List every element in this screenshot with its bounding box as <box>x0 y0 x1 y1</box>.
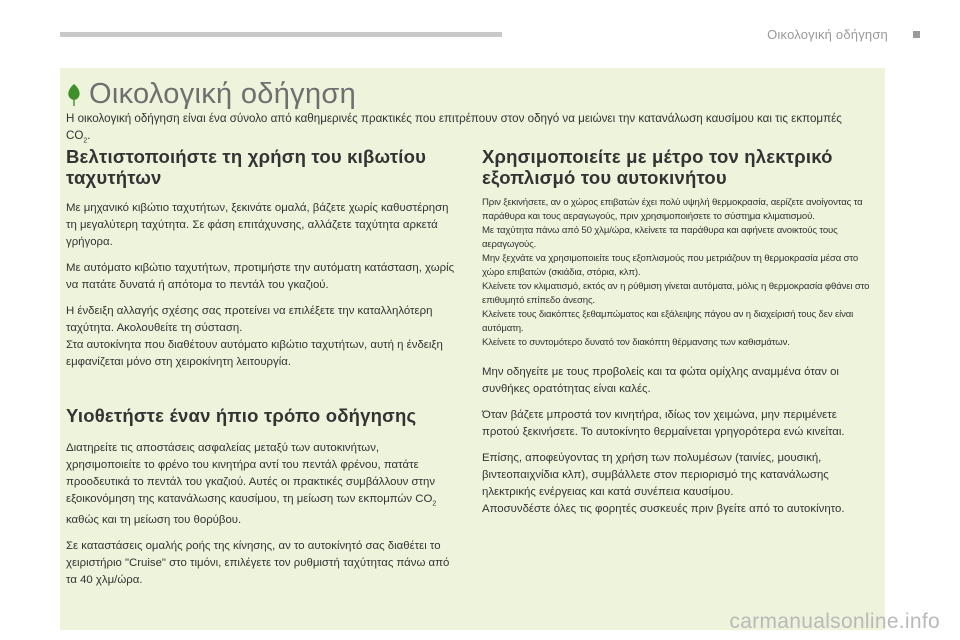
electrical-tip: Κλείνετε το συντομότερο δυνατό τον διακόπτη θέρμανσης των καθισμάτων. <box>482 337 790 348</box>
disconnect-devices-paragraph: Αποσυνδέστε όλες τις φορητές συσκευές πριν βγείτε από το αυτοκίνητο. <box>482 503 845 515</box>
top-rule <box>60 32 502 37</box>
electrical-tip: Κλείνετε τους διακόπτες ξεθαμπώματος και εξάλειψης πάγου αν η διαχείρισή τους δεν είναι αυτόματη. <box>482 309 854 334</box>
engine-start-paragraph: Όταν βάζετε μπροστά τον κινητήρα, ιδίως τον χειμώνα, μην περιμένετε προτού ξεκινήσετε. Το αυτοκίνητο θερμαίνεται γρηγορότερα ενώ κινείται. <box>482 409 845 438</box>
electrical-tip: Πριν ξεκινήσετε, αν ο χώρος επιβατών έχει πολύ υψηλή θερμοκρασία, αερίζετε ανοίγοντας τα παράθυρα και τους αεραγωγούς, πριν χρησιμοποιήσετε το σύστημα κλιματισμού. <box>482 197 863 222</box>
electrical-tip: Μην ξεχνάτε να χρησιμοποιείτε τους εξοπλισμούς που μετριάζουν τη θερμοκρασία μέσα στο χώρο επιβατών (σκιάδια, στόρια, κλπ). <box>482 253 859 278</box>
gearbox-paragraph-1: Με μηχανικό κιβώτιο ταχυτήτων, ξεκινάτε ομαλά, βάζετε χωρίς καθυστέρηση τη μεγαλύτερη ταχύτητα. Σε φάση επιτάχυνσης, αλλάζετε ταχύτητα αρκετά γρήγορα. <box>66 202 449 248</box>
running-header: Οικολογική οδήγηση <box>767 27 888 42</box>
page-title: Οικολογική οδήγηση <box>89 78 356 110</box>
left-column <box>66 146 456 589</box>
intro-paragraph: Η οικολογική οδήγηση είναι ένα σύνολο από καθημερινές πρακτικές που επιτρέπουν στον οδηγό να μειώνει την κατανάλωση καυσίμου και τις εκπομπές $CO_2$. <box>66 112 842 145</box>
electrical-tip: Με ταχύτητα πάνω από 50 χλμ/ώρα, κλείνετε τα παράθυρα και αφήνετε ανοικτούς τους αεραγωγούς. <box>482 225 838 250</box>
gentle-driving-paragraph-1: Διατηρείτε τις αποστάσεις ασφαλείας μεταξύ των αυτοκινήτων, χρησιμοποιείτε το φρένο του κινητήρα αντί του πεντάλ φρένου, πατάτε προοδευτικά το πεντάλ του γκαζιού. Αυτές οι πρακτικές συμβάλλουν στην εξοικονόμηση της κατανάλωσης καυσίμου, τη μείωση των εκπομπών $CO_2$ καθώς και τη μείωση του θορύβου. <box>66 442 437 527</box>
leaf-icon <box>66 83 82 107</box>
gearbox-paragraph-3: Η ένδειξη αλλαγής σχέσης σας προτείνει να επιλέξετε την καταλληλότερη ταχύτητα. Ακολουθείτε τη σύσταση. <box>66 305 433 334</box>
electrical-tip: Κλείνετε τον κλιματισμό, εκτός αν η ρύθμιση γίνεται αυτόματα, μόλις η θερμοκρασία φθάνει στο επιθυμητό επίπεδο άνεσης. <box>482 281 870 306</box>
multimedia-paragraph: Επίσης, αποφεύγοντας τη χρήση των πολυμέσων (ταινίες, μουσική, βιντεοπαιχνίδια κλπ), συμβάλλετε στον περιορισμό της κατανάλωσης ηλεκτρικής ενέργειας και κατά συνέπεια καυσίμου. <box>482 452 829 498</box>
right-column <box>482 146 872 518</box>
gearbox-paragraph-2: Με αυτόματο κιβώτιο ταχυτήτων, προτιμήστε την αυτόματη κατάσταση, χωρίς να πατάτε δυνατά ή απότομα το πεντάλ του γκαζιού. <box>66 262 455 291</box>
header-square-marker <box>913 31 920 38</box>
section-heading-electrical: Χρησιμοποιείτε με μέτρο τον ηλεκτρικό εξοπλισμό του αυτοκινήτου <box>482 146 833 188</box>
watermark: carmanualsonline.info <box>729 610 940 633</box>
section-heading-gentle-driving: Υιοθετήστε έναν ήπιο τρόπο οδήγησης <box>66 405 417 426</box>
gearbox-paragraph-4: Στα αυτοκίνητα που διαθέτουν αυτόματο κιβώτιο ταχυτήτων, αυτή η ένδειξη εμφανίζεται μόνο στη χειροκίνητη λειτουργία. <box>66 339 443 368</box>
section-heading-gearbox: Βελτιστοποιήστε τη χρήση του κιβωτίου ταχυτήτων <box>66 146 427 188</box>
gentle-driving-paragraph-2: Σε καταστάσεις ομαλής ροής της κίνησης, αν το αυτοκίνητό σας διαθέτει το χειριστήριο "Cruise" στο τιμόνι, επιλέγετε τον ρυθμιστή ταχύτητας πάνω από τα 40 χλμ/ώρα. <box>66 540 450 587</box>
electrical-tips <box>482 196 872 350</box>
title-row <box>66 78 356 111</box>
headlights-paragraph: Μην οδηγείτε με τους προβολείς και τα φώτα ομίχλης αναμμένα όταν οι συνθήκες ορατότητας είναι καλές. <box>482 366 839 395</box>
